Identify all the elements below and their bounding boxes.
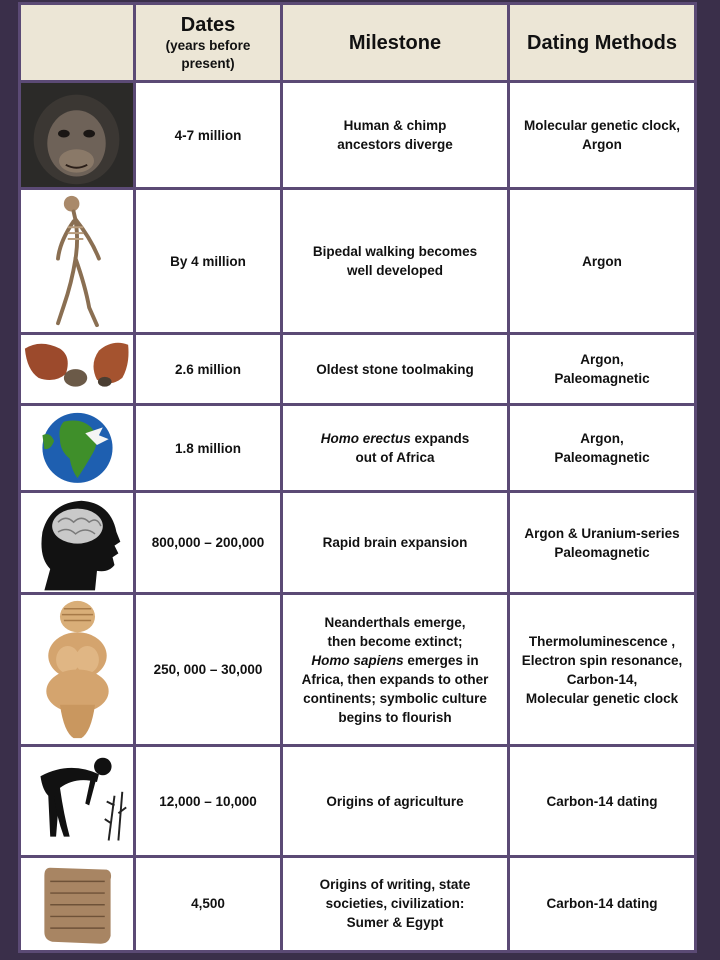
header-image-cell — [20, 4, 135, 82]
human-evolution-timeline-table — [18, 2, 697, 953]
milestone-cell: Homo erectus expands out of Africa — [282, 405, 509, 492]
methods-cell: Carbon-14 dating — [509, 856, 696, 952]
header-dates-sub-2: present) — [181, 55, 235, 71]
table-row — [20, 492, 696, 594]
brain-head-silhouette-icon — [20, 492, 135, 594]
table-row — [20, 189, 696, 334]
header-dates-sub-1: (years before — [165, 37, 251, 53]
stone-tool-hands-icon — [20, 334, 135, 405]
header-milestone: Milestone — [282, 4, 509, 82]
table-row — [20, 594, 696, 746]
date-cell: By 4 million — [135, 189, 282, 334]
milestone-cell: Bipedal walking becomes well developed — [282, 189, 509, 334]
milestone-cell: Rapid brain expansion — [282, 492, 509, 594]
date-cell: 800,000 – 200,000 — [135, 492, 282, 594]
farmer-silhouette-icon — [20, 746, 135, 856]
table-row — [20, 405, 696, 492]
date-cell: 4,500 — [135, 856, 282, 952]
header-row — [20, 4, 696, 82]
date-cell: 250, 000 – 30,000 — [135, 594, 282, 746]
methods-cell: Molecular genetic clock, Argon — [509, 82, 696, 189]
header-methods: Dating Methods — [509, 4, 696, 82]
table-row — [20, 82, 696, 189]
table-row — [20, 856, 696, 952]
globe-africa-icon — [20, 405, 135, 492]
milestone-cell: Origins of writing, state societies, civilization: Sumer & Egypt — [282, 856, 509, 952]
chimp-face-icon — [20, 82, 135, 189]
cuneiform-tablet-icon — [20, 856, 135, 952]
milestone-cell: Neanderthals emerge, then become extinct; Homo sapiens emerges in Africa, then expands to other continents; symbolic culture begins to flourish — [282, 594, 509, 746]
date-cell: 12,000 – 10,000 — [135, 746, 282, 856]
methods-cell: Argon & Uranium-series Paleomagnetic — [509, 492, 696, 594]
milestone-cell: Human & chimp ancestors diverge — [282, 82, 509, 189]
table-row — [20, 334, 696, 405]
milestone-cell: Origins of agriculture — [282, 746, 509, 856]
methods-cell: Carbon-14 dating — [509, 746, 696, 856]
methods-cell: Argon, Paleomagnetic — [509, 405, 696, 492]
header-dates — [135, 4, 282, 82]
hominid-skeleton-icon — [20, 189, 135, 334]
methods-cell: Argon, Paleomagnetic — [509, 334, 696, 405]
methods-cell: Argon — [509, 189, 696, 334]
table-row — [20, 746, 696, 856]
milestone-cell: Oldest stone toolmaking — [282, 334, 509, 405]
header-dates-title: Dates — [180, 13, 236, 36]
date-cell: 2.6 million — [135, 334, 282, 405]
venus-figurine-icon — [20, 594, 135, 746]
timeline-table-frame — [18, 2, 694, 950]
date-cell: 1.8 million — [135, 405, 282, 492]
date-cell: 4-7 million — [135, 82, 282, 189]
methods-cell: Thermoluminescence , Electron spin resonance, Carbon-14, Molecular genetic clock — [509, 594, 696, 746]
